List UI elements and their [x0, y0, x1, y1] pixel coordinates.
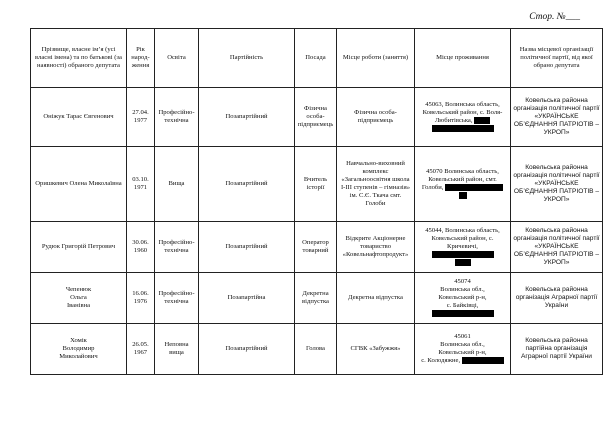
birth-date	[127, 147, 155, 222]
residence	[415, 222, 511, 273]
birth-year: 1960	[133, 247, 148, 254]
birth-year: 1967	[133, 349, 148, 356]
birth-year: 1971	[133, 184, 148, 191]
deputy-patronymic: Іванівна	[66, 302, 91, 310]
deputy-surname: Хомік	[70, 336, 87, 344]
residence	[415, 147, 511, 222]
deputy-first-name: Володимир	[62, 344, 95, 352]
residence-line: 45070 Волинська область, Ковельський район, смт.	[426, 167, 499, 183]
residence-line: Волинська обл.,	[440, 285, 485, 293]
education: Професійно-технічна	[155, 222, 199, 273]
education: Професійно-технічна	[155, 273, 199, 324]
header-party-status: Партійність	[199, 29, 295, 88]
header-name: Прізвище, власне ім’я (усі власні імена) та по батькові (за наявності) обраного депутата	[31, 29, 127, 88]
party-organization: Ковельська районна організація політичної партії «УКРАЇНСЬКЕ ОБ’ЄДНАННЯ ПАТРІОТІВ – УКРОП»	[511, 147, 603, 222]
table-row	[31, 147, 603, 222]
header-birth-year: Рік народ-ження	[127, 29, 155, 88]
birth-date	[127, 222, 155, 273]
birth-day-month: 16.06.	[132, 289, 149, 297]
workplace: Навчально-виховний комплекс «Загальноосвітня школа І-ІІІ ступенів – гімназія» ім. С.Є. Ткача смт. Голоби	[337, 147, 415, 222]
birth-day-month: 03.10.	[132, 175, 149, 183]
position: Фізична особа-підприємець	[295, 88, 337, 147]
header-position: Посада	[295, 29, 337, 88]
header-residence: Місце проживання	[415, 29, 511, 88]
residence-line: 45061	[454, 332, 471, 340]
position: Декретна відпустка	[295, 273, 337, 324]
education: Вища	[155, 147, 199, 222]
deputy-name: Рудюк Григорій Петрович	[31, 222, 127, 273]
table-row	[31, 324, 603, 375]
redaction-block	[474, 117, 490, 124]
page-number: Стор. №___	[529, 12, 580, 22]
residence-line: 45063, Волинська область, Ковельський район, с.	[422, 100, 500, 116]
table-header-row	[31, 29, 603, 88]
workplace: СГВК «Забужжя»	[337, 324, 415, 375]
birth-day-month: 30.06.	[132, 238, 149, 246]
birth-date	[127, 324, 155, 375]
party-status: Позапартійна	[199, 273, 295, 324]
residence-line: Ковельський р-н,	[438, 348, 487, 356]
education: Неповна вища	[155, 324, 199, 375]
party-status: Позапартійний	[199, 88, 295, 147]
redaction-block	[432, 310, 494, 317]
residence-line: Голоби,	[421, 184, 444, 191]
residence-line: 45044, Волинська область, Ковельський район, с.	[425, 226, 500, 242]
redaction-block	[462, 357, 504, 364]
deputy-patronymic: Миколайович	[59, 353, 98, 361]
residence	[415, 273, 511, 324]
party-organization: Ковельська районна організація політичної партії «УКРАЇНСЬКЕ ОБ’ЄДНАННЯ ПАТРІОТІВ – УКРОП»	[511, 222, 603, 273]
residence-line: 45074	[454, 277, 471, 285]
header-party-org: Назва місцевої організації політичної партії, від якої обрано депутата	[511, 29, 603, 88]
education: Професійно-технічна	[155, 88, 199, 147]
redaction-block	[432, 125, 494, 132]
birth-year: 1976	[133, 298, 148, 305]
redaction-block	[459, 192, 467, 199]
party-organization: Ковельська районна організація політичної партії «УКРАЇНСЬКЕ ОБ’ЄДНАННЯ ПАТРІОТІВ – УКРОП»	[511, 88, 603, 147]
workplace: Фізична особа-підприємець	[337, 88, 415, 147]
residence-line: Волинська обл.,	[440, 340, 485, 348]
deputy-name	[31, 273, 127, 324]
birth-day-month: 27.04.	[132, 108, 149, 116]
party-status: Позапартійний	[199, 222, 295, 273]
deputy-first-name: Ольга	[70, 293, 87, 301]
redaction-block	[432, 251, 494, 258]
position: Оператор товарний	[295, 222, 337, 273]
table-row	[31, 273, 603, 324]
header-workplace: Місце роботи (заняття)	[337, 29, 415, 88]
residence-line: с. Байківці,	[446, 302, 479, 309]
deputies-table	[30, 28, 603, 375]
header-education: Освіта	[155, 29, 199, 88]
table-row	[31, 88, 603, 147]
position: Вчитель історії	[295, 147, 337, 222]
redaction-block	[455, 259, 471, 266]
party-status: Позапартійний	[199, 324, 295, 375]
position: Голова	[295, 324, 337, 375]
birth-day-month: 26.05.	[132, 340, 149, 348]
workplace: Декретна відпустка	[337, 273, 415, 324]
party-organization: Ковельська районна партійна організація Аграрної партії України	[511, 324, 603, 375]
residence-line: Воля-Любитівська,	[434, 108, 503, 124]
deputy-name: Онiжук Тарас Євгенович	[31, 88, 127, 147]
table-row	[31, 222, 603, 273]
redaction-block	[445, 184, 503, 191]
residence-line: с. Колодяжне,	[421, 357, 461, 365]
residence	[415, 88, 511, 147]
residence-line: Ковельський р-н,	[438, 293, 487, 301]
deputy-name: Оришкевич Олена Миколаївна	[31, 147, 127, 222]
birth-year: 1977	[133, 117, 148, 124]
workplace: Відкрите Акціонерне товариство «Ковельнафтопродукт»	[337, 222, 415, 273]
birth-date	[127, 273, 155, 324]
party-organization: Ковельська районна організація Аграрної партії України	[511, 273, 603, 324]
residence-line: Кричевичі,	[447, 242, 478, 250]
deputy-surname: Чепенюк	[65, 285, 92, 293]
birth-date	[127, 88, 155, 147]
party-status: Позапартійний	[199, 147, 295, 222]
residence	[415, 324, 511, 375]
deputy-name	[31, 324, 127, 375]
